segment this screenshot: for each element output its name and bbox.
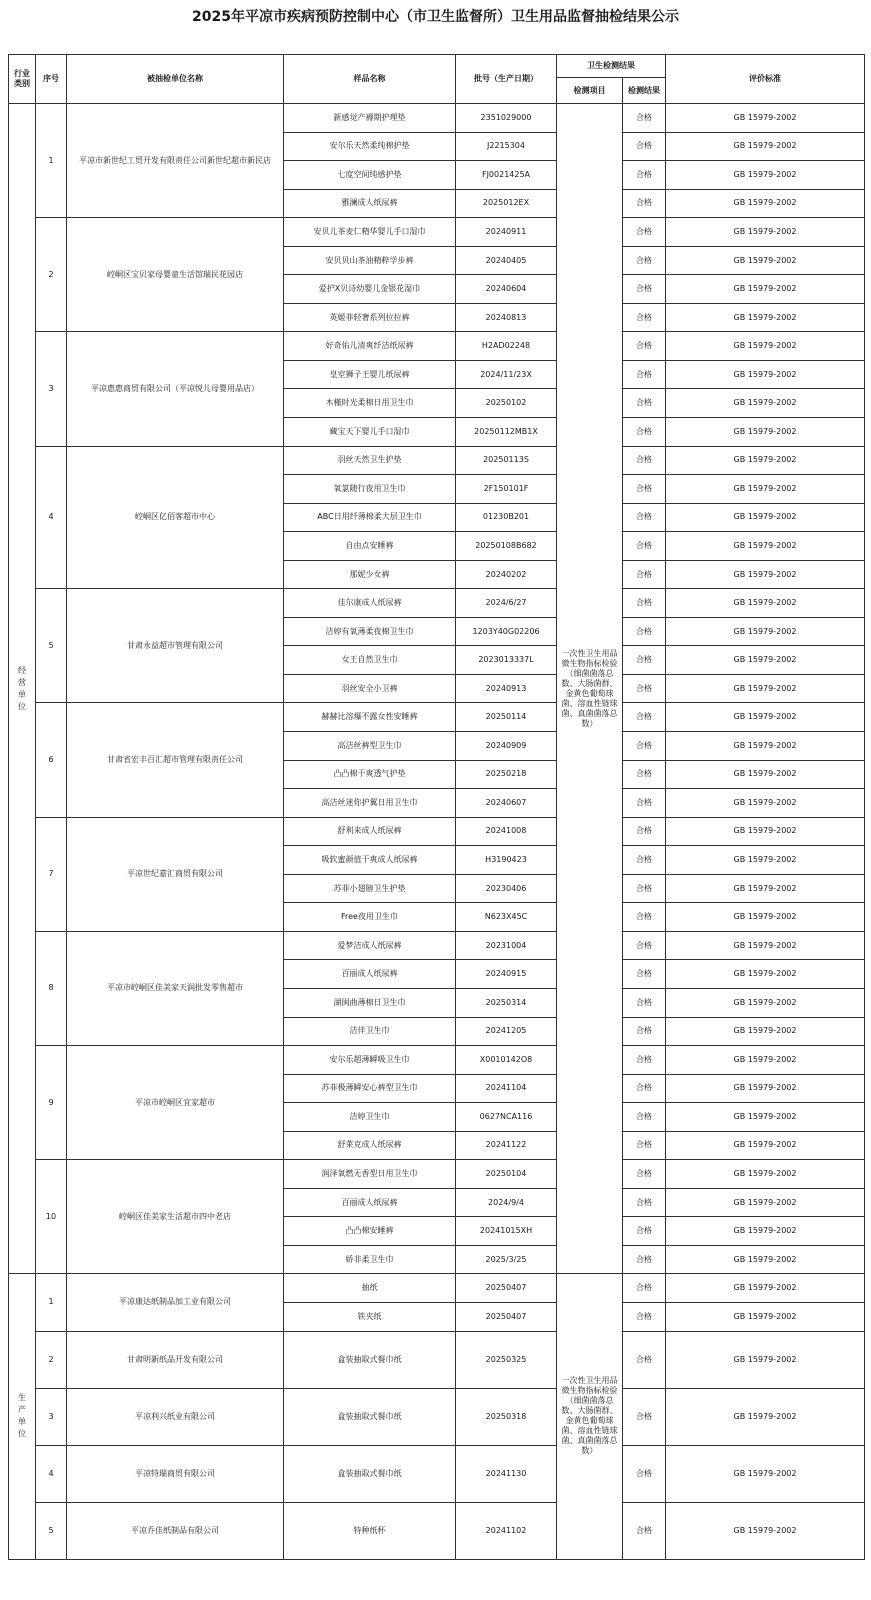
standard-cell: GB 15979-2002 (666, 104, 865, 133)
category-label: 生产单位 (18, 1393, 26, 1439)
standard-cell: GB 15979-2002 (666, 846, 865, 875)
standard-cell: GB 15979-2002 (666, 1217, 865, 1246)
standard-cell: GB 15979-2002 (666, 560, 865, 589)
header-category: 行业类别 (9, 55, 36, 104)
standard-cell: GB 15979-2002 (666, 1160, 865, 1189)
sample-name-cell: 那妮少女裤 (284, 560, 456, 589)
result-cell: 合格 (623, 503, 666, 532)
result-cell: 合格 (623, 1217, 666, 1246)
batch-cell: 20240607 (456, 789, 557, 818)
unit-name-cell: 平凉康达纸制品加工业有限公司 (67, 1274, 284, 1331)
result-cell: 合格 (623, 1502, 666, 1559)
table-row (9, 1445, 865, 1502)
result-cell: 合格 (623, 475, 666, 504)
batch-cell: 20240913 (456, 674, 557, 703)
seq-cell: 3 (36, 1388, 67, 1445)
batch-cell: X0010142O8 (456, 1046, 557, 1075)
sample-name-cell: 舒莱克成人纸尿裤 (284, 1131, 456, 1160)
unit-name-cell: 崆峒区宝贝家母婴童生活馆瑞民花园店 (67, 218, 284, 332)
batch-cell: 2024/6/27 (456, 589, 557, 618)
result-cell: 合格 (623, 903, 666, 932)
result-cell: 合格 (623, 1388, 666, 1445)
seq-cell: 5 (36, 1502, 67, 1559)
seq-cell: 4 (36, 1445, 67, 1502)
result-cell: 合格 (623, 1103, 666, 1132)
sample-name-cell: 藏宝天下婴儿手口湿巾 (284, 418, 456, 447)
standard-cell: GB 15979-2002 (666, 1046, 865, 1075)
batch-cell: 20240915 (456, 960, 557, 989)
result-cell: 合格 (623, 931, 666, 960)
sample-name-cell: 凸凸棉安睡裤 (284, 1217, 456, 1246)
table-row (9, 1160, 865, 1189)
result-cell: 合格 (623, 360, 666, 389)
seq-cell: 9 (36, 1046, 67, 1160)
result-cell: 合格 (623, 1131, 666, 1160)
seq-cell: 7 (36, 817, 67, 931)
sample-name-cell: 佳尔康成人纸尿裤 (284, 589, 456, 618)
table-row (9, 1502, 865, 1559)
result-cell: 合格 (623, 703, 666, 732)
table-row (9, 1331, 865, 1388)
header-seq: 序号 (36, 55, 67, 104)
unit-name-cell: 平凉乔佳纸制品有限公司 (67, 1502, 284, 1559)
batch-cell: 2024/9/4 (456, 1188, 557, 1217)
standard-cell: GB 15979-2002 (666, 789, 865, 818)
result-cell: 合格 (623, 446, 666, 475)
result-cell: 合格 (623, 1160, 666, 1189)
batch-cell: 2025/3/25 (456, 1245, 557, 1274)
standard-cell: GB 15979-2002 (666, 303, 865, 332)
result-cell: 合格 (623, 303, 666, 332)
batch-cell: 20241008 (456, 817, 557, 846)
batch-cell: 20240604 (456, 275, 557, 304)
result-cell: 合格 (623, 1046, 666, 1075)
seq-cell: 2 (36, 1331, 67, 1388)
batch-cell: 2F150101F (456, 475, 557, 504)
sample-name-cell: 高洁丝迷你护翼日用卫生巾 (284, 789, 456, 818)
sample-name-cell: 女王自然卫生巾 (284, 646, 456, 675)
header-unit: 被抽检单位名称 (67, 55, 284, 104)
standard-cell: GB 15979-2002 (666, 589, 865, 618)
batch-cell: 20241122 (456, 1131, 557, 1160)
sample-name-cell: 雅澜成人纸尿裤 (284, 189, 456, 218)
seq-cell: 6 (36, 703, 67, 817)
sample-name-cell: 舒利来成人纸尿裤 (284, 817, 456, 846)
sample-name-cell: 娇非柔卫生巾 (284, 1245, 456, 1274)
result-cell: 合格 (623, 617, 666, 646)
sample-name-cell: 百丽成人纸尿裤 (284, 960, 456, 989)
page-title: 2025年平凉市疾病预防控制中心（市卫生监督所）卫生用品监督抽检结果公示 (192, 9, 679, 25)
result-cell: 合格 (623, 275, 666, 304)
result-cell: 合格 (623, 874, 666, 903)
result-cell: 合格 (623, 674, 666, 703)
table-body (9, 104, 865, 1560)
standard-cell: GB 15979-2002 (666, 646, 865, 675)
result-cell: 合格 (623, 1188, 666, 1217)
sample-name-cell: 羽丝天然卫生护垫 (284, 446, 456, 475)
result-cell: 合格 (623, 1302, 666, 1331)
result-cell: 合格 (623, 732, 666, 761)
seq-cell: 8 (36, 931, 67, 1045)
result-cell: 合格 (623, 817, 666, 846)
batch-cell: 20241102 (456, 1502, 557, 1559)
batch-cell: FJ0021425A (456, 161, 557, 190)
sample-name-cell: 湖闽曲薄棉日卫生巾 (284, 988, 456, 1017)
sample-name-cell: 安贝儿茶麦仁精华婴儿手口湿巾 (284, 218, 456, 247)
sample-name-cell: 赫赫比溶爆不露女性安睡裤 (284, 703, 456, 732)
unit-name-cell: 平凉惠惠商贸有限公司（平凉悦儿母婴用品店） (67, 332, 284, 446)
standard-cell: GB 15979-2002 (666, 532, 865, 561)
results-table (8, 54, 865, 1560)
sample-name-cell: ABC日用纤薄棉柔大层卫生巾 (284, 503, 456, 532)
result-cell: 合格 (623, 189, 666, 218)
sample-name-cell: 氧氯随行夜用卫生巾 (284, 475, 456, 504)
result-cell: 合格 (623, 1445, 666, 1502)
sample-name-cell: 盒装抽取式餐巾纸 (284, 1445, 456, 1502)
standard-cell: GB 15979-2002 (666, 1445, 865, 1502)
table-row (9, 332, 865, 361)
batch-cell: 20250218 (456, 760, 557, 789)
batch-cell: 20250407 (456, 1274, 557, 1303)
standard-cell: GB 15979-2002 (666, 617, 865, 646)
batch-cell: 1203Y40G02206 (456, 617, 557, 646)
batch-cell: 2025012EX (456, 189, 557, 218)
batch-cell: N623X45C (456, 903, 557, 932)
sample-name-cell: 七度空间纯感护垫 (284, 161, 456, 190)
standard-cell: GB 15979-2002 (666, 1103, 865, 1132)
batch-cell: 20241205 (456, 1017, 557, 1046)
unit-name-cell: 平凉特瑞商贸有限公司 (67, 1445, 284, 1502)
standard-cell: GB 15979-2002 (666, 1274, 865, 1303)
batch-cell: 20250318 (456, 1388, 557, 1445)
table-row (9, 218, 865, 247)
result-cell: 合格 (623, 846, 666, 875)
result-cell: 合格 (623, 1274, 666, 1303)
batch-cell: 20230406 (456, 874, 557, 903)
standard-cell: GB 15979-2002 (666, 1331, 865, 1388)
batch-cell: 2023013337L (456, 646, 557, 675)
standard-cell: GB 15979-2002 (666, 446, 865, 475)
standard-cell: GB 15979-2002 (666, 1388, 865, 1445)
unit-name-cell: 崆峒区亿佰客超市中心 (67, 446, 284, 589)
standard-cell: GB 15979-2002 (666, 389, 865, 418)
unit-name-cell: 崆峒区佳美家生活超市四中老店 (67, 1160, 284, 1274)
sample-name-cell: 苏菲小翅膀卫生护垫 (284, 874, 456, 903)
standard-cell: GB 15979-2002 (666, 132, 865, 161)
result-cell: 合格 (623, 532, 666, 561)
sample-name-cell: 高洁丝裤型卫生巾 (284, 732, 456, 761)
result-cell: 合格 (623, 789, 666, 818)
standard-cell: GB 15979-2002 (666, 903, 865, 932)
sample-name-cell: 洁婷有氧薄柔夜棉卫生巾 (284, 617, 456, 646)
standard-cell: GB 15979-2002 (666, 418, 865, 447)
sample-name-cell: 羽丝安全小卫裤 (284, 674, 456, 703)
seq-cell: 10 (36, 1160, 67, 1274)
result-cell: 合格 (623, 1074, 666, 1103)
batch-cell: 20250104 (456, 1160, 557, 1189)
header-item: 检测项目 (557, 78, 623, 104)
table-row (9, 446, 865, 475)
standard-cell: GB 15979-2002 (666, 332, 865, 361)
standard-cell: GB 15979-2002 (666, 1074, 865, 1103)
seq-cell: 1 (36, 104, 67, 218)
table-row (9, 589, 865, 618)
batch-cell: J2215304 (456, 132, 557, 161)
unit-name-cell: 甘肃明新纸品开发有限公司 (67, 1331, 284, 1388)
sample-name-cell: Free夜用卫生巾 (284, 903, 456, 932)
sample-name-cell: 润泽氧燃无香型日用卫生巾 (284, 1160, 456, 1189)
sample-name-cell: 洁婷卫生巾 (284, 1103, 456, 1132)
unit-name-cell: 平凉市崆峒区宜家超市 (67, 1046, 284, 1160)
batch-cell: 20241130 (456, 1445, 557, 1502)
result-cell: 合格 (623, 132, 666, 161)
batch-cell: 2351029000 (456, 104, 557, 133)
result-cell: 合格 (623, 418, 666, 447)
standard-cell: GB 15979-2002 (666, 246, 865, 275)
batch-cell: 20250407 (456, 1302, 557, 1331)
header-batch: 批号（生产日期） (456, 55, 557, 104)
header-result: 检测结果 (623, 78, 666, 104)
batch-cell: 20250102 (456, 389, 557, 418)
unit-name-cell: 平凉世纪嘉汇商贸有限公司 (67, 817, 284, 931)
result-cell: 合格 (623, 988, 666, 1017)
header-standard: 评价标准 (666, 55, 865, 104)
table-row (9, 703, 865, 732)
standard-cell: GB 15979-2002 (666, 1017, 865, 1046)
batch-cell: 0627NCA116 (456, 1103, 557, 1132)
batch-cell: 20240405 (456, 246, 557, 275)
standard-cell: GB 15979-2002 (666, 503, 865, 532)
batch-cell: 20250113S (456, 446, 557, 475)
seq-cell: 2 (36, 218, 67, 332)
standard-cell: GB 15979-2002 (666, 703, 865, 732)
table-header (9, 55, 865, 104)
standard-cell: GB 15979-2002 (666, 960, 865, 989)
unit-name-cell: 平凉市崆峒区佳美家天润批发零售超市 (67, 931, 284, 1045)
batch-cell: 20241104 (456, 1074, 557, 1103)
sample-name-cell: 凸凸棉干爽透气护垫 (284, 760, 456, 789)
sample-name-cell: 吸软蜜颜值干爽成人纸尿裤 (284, 846, 456, 875)
batch-cell: 20250325 (456, 1331, 557, 1388)
batch-cell: H3190423 (456, 846, 557, 875)
seq-cell: 5 (36, 589, 67, 703)
test-item-cell: 一次性卫生用品微生物指标检验（细菌菌落总数、大肠菌群、金黄色葡萄球菌、溶血性链球菌、真菌菌落总数） (557, 1274, 623, 1559)
sample-name-cell: 爱护X贝诗幼婴儿金银花湿巾 (284, 275, 456, 304)
standard-cell: GB 15979-2002 (666, 1245, 865, 1274)
result-cell: 合格 (623, 389, 666, 418)
sample-name-cell: 铁夹纸 (284, 1302, 456, 1331)
batch-cell: 20231004 (456, 931, 557, 960)
table-row (9, 817, 865, 846)
seq-cell: 1 (36, 1274, 67, 1331)
sample-name-cell: 百丽成人纸尿裤 (284, 1188, 456, 1217)
standard-cell: GB 15979-2002 (666, 189, 865, 218)
batch-cell: 20241015XH (456, 1217, 557, 1246)
batch-cell: 2024/11/23X (456, 360, 557, 389)
standard-cell: GB 15979-2002 (666, 1188, 865, 1217)
category-cell (9, 104, 36, 1274)
sample-name-cell: 安贝贝山茶油精粹学步裤 (284, 246, 456, 275)
standard-cell: GB 15979-2002 (666, 817, 865, 846)
test-item-cell: 一次性卫生用品微生物指标检验（细菌菌落总数、大肠菌群、金黄色葡萄球菌、溶血性链球菌、真菌菌落总数） (557, 104, 623, 1274)
standard-cell: GB 15979-2002 (666, 988, 865, 1017)
standard-cell: GB 15979-2002 (666, 218, 865, 247)
batch-cell: 20250114 (456, 703, 557, 732)
unit-name-cell: 平凉利兴纸业有限公司 (67, 1388, 284, 1445)
table-row (9, 931, 865, 960)
category-cell (9, 1274, 36, 1559)
table-row (9, 1388, 865, 1445)
standard-cell: GB 15979-2002 (666, 1502, 865, 1559)
sample-name-cell: 自由点安睡裤 (284, 532, 456, 561)
result-cell: 合格 (623, 218, 666, 247)
standard-cell: GB 15979-2002 (666, 760, 865, 789)
standard-cell: GB 15979-2002 (666, 1131, 865, 1160)
result-cell: 合格 (623, 1245, 666, 1274)
seq-cell: 3 (36, 332, 67, 446)
batch-cell: 20240813 (456, 303, 557, 332)
table-row (9, 1046, 865, 1075)
unit-name-cell: 甘肃永益超市管理有限公司 (67, 589, 284, 703)
sample-name-cell: 爱梦洁成人纸尿裤 (284, 931, 456, 960)
standard-cell: GB 15979-2002 (666, 732, 865, 761)
batch-cell: 20240911 (456, 218, 557, 247)
table-row (9, 1274, 865, 1303)
standard-cell: GB 15979-2002 (666, 275, 865, 304)
standard-cell: GB 15979-2002 (666, 874, 865, 903)
result-cell: 合格 (623, 104, 666, 133)
sample-name-cell: 新感觉产褥期护理垫 (284, 104, 456, 133)
result-cell: 合格 (623, 332, 666, 361)
sample-name-cell: 抽纸 (284, 1274, 456, 1303)
sample-name-cell: 盒装抽取式餐巾纸 (284, 1388, 456, 1445)
standard-cell: GB 15979-2002 (666, 475, 865, 504)
sample-name-cell: 盒装抽取式餐巾纸 (284, 1331, 456, 1388)
table-row (9, 104, 865, 133)
seq-cell: 4 (36, 446, 67, 589)
sample-name-cell: 洁伴卫生巾 (284, 1017, 456, 1046)
batch-cell: 20240202 (456, 560, 557, 589)
result-cell: 合格 (623, 760, 666, 789)
header-result-group: 卫生检测结果 (557, 55, 666, 78)
batch-cell: 20240909 (456, 732, 557, 761)
batch-cell: 20250112MB1X (456, 418, 557, 447)
unit-name-cell: 甘肃省宏丰百汇超市管理有限责任公司 (67, 703, 284, 817)
standard-cell: GB 15979-2002 (666, 931, 865, 960)
sample-name-cell: 安尔乐天然柔纯棉护垫 (284, 132, 456, 161)
standard-cell: GB 15979-2002 (666, 360, 865, 389)
sample-name-cell: 苏菲极薄瞬安心裤型卫生巾 (284, 1074, 456, 1103)
standard-cell: GB 15979-2002 (666, 1302, 865, 1331)
sample-name-cell: 英姬菲轻奢系列拉拉裤 (284, 303, 456, 332)
sample-name-cell: 安尔乐超薄瞬吸卫生巾 (284, 1046, 456, 1075)
unit-name-cell: 平凉市新世纪工贸开发有限责任公司新世纪超市新民店 (67, 104, 284, 218)
result-cell: 合格 (623, 646, 666, 675)
sample-name-cell: 木槿时光柔棉日用卫生巾 (284, 389, 456, 418)
sample-name-cell: 好奇佑儿清爽纤洁纸尿裤 (284, 332, 456, 361)
result-cell: 合格 (623, 560, 666, 589)
result-cell: 合格 (623, 1017, 666, 1046)
batch-cell: H2AD02248 (456, 332, 557, 361)
batch-cell: 20250108B682 (456, 532, 557, 561)
category-label: 经营单位 (18, 665, 26, 711)
batch-cell: 01230B201 (456, 503, 557, 532)
result-cell: 合格 (623, 246, 666, 275)
result-cell: 合格 (623, 589, 666, 618)
header-sample: 样品名称 (284, 55, 456, 104)
result-cell: 合格 (623, 161, 666, 190)
batch-cell: 20250314 (456, 988, 557, 1017)
sample-name-cell: 皇室狮子王婴儿纸尿裤 (284, 360, 456, 389)
result-cell: 合格 (623, 1331, 666, 1388)
sample-name-cell: 特种纸杯 (284, 1502, 456, 1559)
result-cell: 合格 (623, 960, 666, 989)
standard-cell: GB 15979-2002 (666, 161, 865, 190)
standard-cell: GB 15979-2002 (666, 674, 865, 703)
